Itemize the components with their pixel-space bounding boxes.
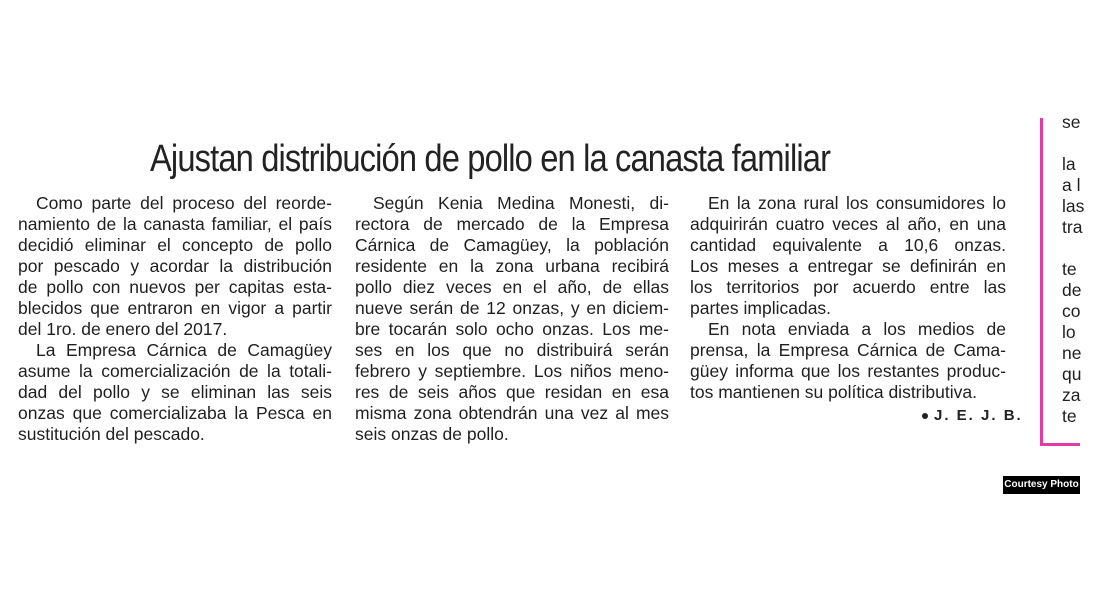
- text-line: febrero y septiembre. Los niños meno-: [355, 361, 669, 381]
- text-line: En la zona rural los consumidores lo: [708, 193, 1006, 213]
- text-line: prensa, la Empresa Cárnica de Cama-: [690, 340, 1006, 360]
- accent-bar-foot: [1040, 443, 1080, 446]
- text-line: asume la comercialización de la totali-: [18, 361, 332, 381]
- text-line: La Empresa Cárnica de Camagüey: [36, 340, 332, 360]
- fragment-line: [1062, 133, 1102, 154]
- text-line: cantidad equivalente a 10,6 onzas.: [690, 235, 1006, 255]
- fragment-line: qu: [1062, 364, 1082, 384]
- accent-bar: [1040, 118, 1043, 446]
- fragment-line: de: [1062, 280, 1082, 300]
- fragment-line: se: [1062, 112, 1081, 132]
- text-line: misma zona obtendrán una vez al mes: [355, 403, 669, 423]
- text-line: residente en la zona urbana recibirá: [355, 256, 669, 276]
- text-line: Como parte del proceso del reorde-: [36, 193, 332, 213]
- text-line: tos mantienen su política distributiva.: [690, 382, 977, 402]
- fragment-line: za: [1062, 385, 1081, 405]
- text-line: Los meses a entregar se definirán en: [690, 256, 1006, 276]
- text-line: blecidos que entraron en vigor a partir: [18, 298, 332, 318]
- fragment-line: a l: [1062, 175, 1081, 195]
- bullet-icon: [922, 413, 928, 419]
- fragment-line: te: [1062, 259, 1077, 279]
- text-line: ses en los que no distribuirá serán: [355, 340, 669, 360]
- fragment-line: la: [1062, 154, 1076, 174]
- fragment-line: lo: [1062, 322, 1076, 342]
- fragment-line: las: [1062, 196, 1085, 216]
- text-line: nueve serán de 12 onzas, y en diciem-: [355, 298, 669, 318]
- fragment-line: te: [1062, 406, 1077, 426]
- text-line: de pollo con nuevos per capitas esta-: [18, 277, 332, 297]
- text-line: güey informa que los restantes produc-: [690, 361, 1006, 381]
- text-line: Según Kenia Medina Monesti, di-: [373, 193, 669, 213]
- article-column-2: [355, 193, 669, 445]
- text-line: adquirirán cuatro veces al año, en una: [690, 214, 1006, 234]
- text-line: bre tocarán solo ocho onzas. Los me-: [355, 319, 669, 339]
- text-line: por pescado y acordar la distribución: [18, 256, 332, 276]
- signature-text: J. E. J. B.: [934, 407, 1023, 424]
- text-line: res de seis años que residan en esa: [355, 382, 669, 402]
- text-line: del 1ro. de enero del 2017.: [18, 319, 228, 339]
- text-line: los territorios por acuerdo entre las: [690, 277, 1006, 297]
- text-line: seis onzas de pollo.: [355, 424, 509, 444]
- article-column-3: [690, 193, 1006, 403]
- article-column-1: [18, 193, 332, 445]
- text-line: namiento de la canasta familiar, el país: [18, 214, 332, 234]
- text-line: rectora de mercado de la Empresa: [355, 214, 669, 234]
- article-headline: Ajustan distribución de pollo en la canasta familiar: [150, 138, 831, 180]
- text-line: En nota enviada a los medios de: [708, 319, 1006, 339]
- adjacent-article-fragment: [1062, 112, 1102, 427]
- fragment-line: tra: [1062, 217, 1083, 237]
- fragment-line: [1062, 238, 1102, 259]
- text-line: dad del pollo y se eliminan las seis: [18, 382, 332, 402]
- text-line: onzas que comercializaba la Pesca en: [18, 403, 332, 423]
- fragment-line: co: [1062, 301, 1081, 321]
- text-line: sustitución del pescado.: [18, 424, 205, 444]
- text-line: decidió eliminar el concepto de pollo: [18, 235, 332, 255]
- text-line: Cárnica de Camagüey, la población: [355, 235, 669, 255]
- text-line: partes implicadas.: [690, 298, 832, 318]
- author-signature: [922, 407, 1023, 424]
- photo-credit: Courtesy Photo: [1003, 476, 1080, 494]
- text-line: pollo diez veces en el año, de ellas: [355, 277, 669, 297]
- fragment-line: ne: [1062, 343, 1082, 363]
